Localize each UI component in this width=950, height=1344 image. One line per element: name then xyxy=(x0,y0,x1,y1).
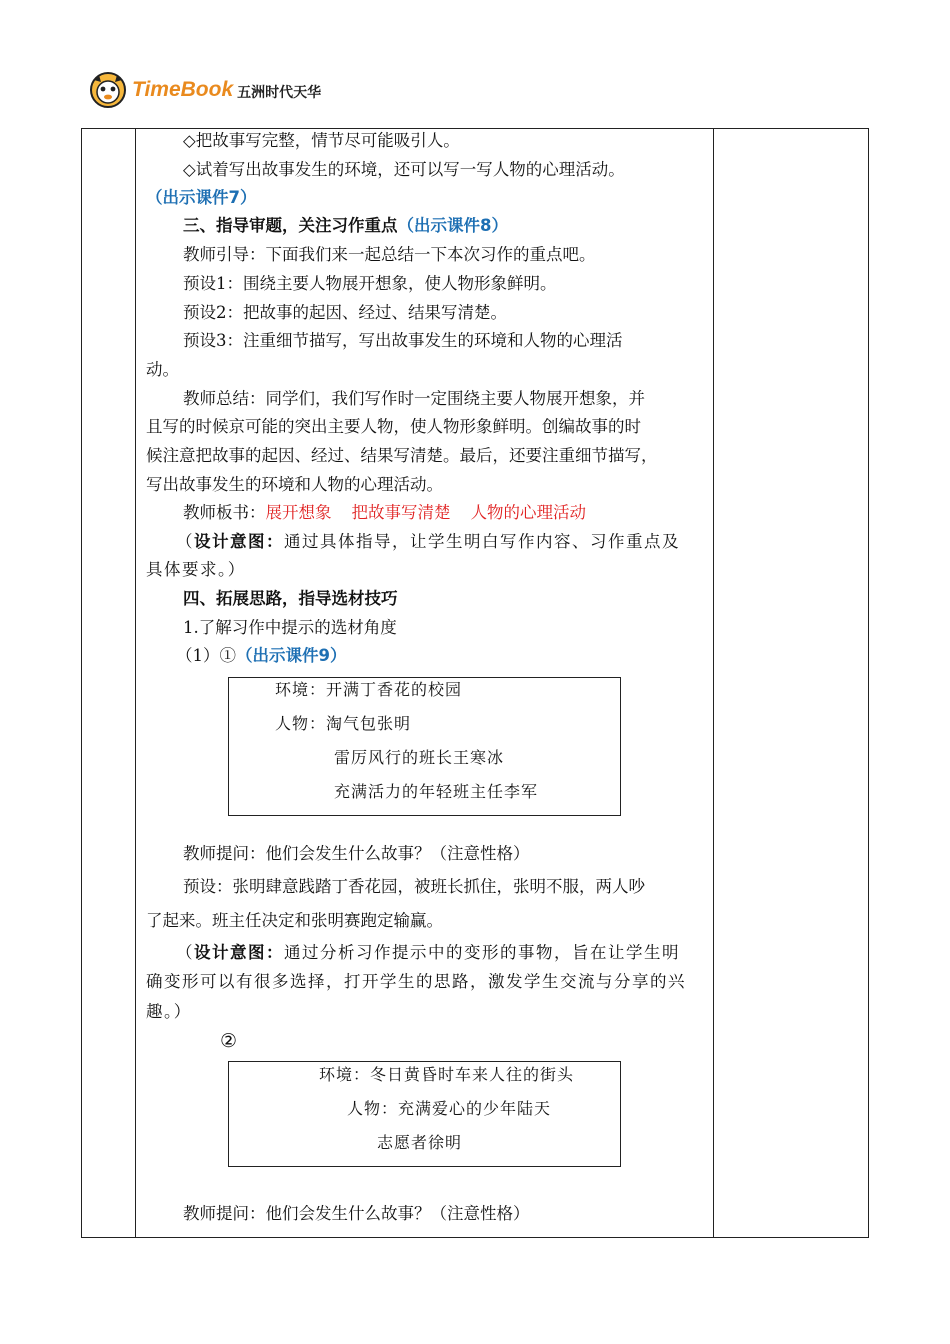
heading-text: 三、指导审题，关注习作重点 xyxy=(183,216,398,235)
blackboard-item: 展开想象 xyxy=(265,503,332,522)
paren: （ xyxy=(176,532,194,551)
box-person: 人物：淘气包张明 xyxy=(275,714,412,733)
paren: （ xyxy=(176,943,194,962)
courseware-tag: （出示课件9） xyxy=(236,646,347,665)
box-person-extra: 志愿者徐明 xyxy=(377,1133,463,1152)
courseware-tag: （出示课件8） xyxy=(397,216,508,235)
section-heading-4: 四、拓展思路，指导选材技巧 xyxy=(183,589,398,608)
design-intent-label: 设计意图： xyxy=(194,943,284,962)
text-line: 写出故事发生的环境和人物的心理活动。 xyxy=(146,475,443,494)
text-line: 且写的时候京可能的突出主要人物，使人物形象鲜明。创编故事的时 xyxy=(146,417,641,436)
box-env: 环境：开满丁香花的校园 xyxy=(275,680,463,699)
text-line: 预设：张明肆意践踏丁香花园，被班长抓住，张明不服，两人吵 xyxy=(183,877,645,896)
blackboard-line xyxy=(146,502,586,524)
text-line: 预设2：把故事的起因、经过、结果写清楚。 xyxy=(183,303,507,322)
text-line: 确变形可以有很多选择，打开学生的思路，激发学生交流与分享的兴 xyxy=(146,972,686,991)
text-line: 教师提问：他们会发生什么故事？（注意性格） xyxy=(183,1204,530,1223)
blackboard-label: 教师板书： xyxy=(183,503,266,522)
box-person-extra: 雷厉风行的班长王寒冰 xyxy=(334,748,505,767)
text-line: 1.了解习作中提示的选材角度 xyxy=(183,618,397,637)
logo-cow-icon xyxy=(88,70,128,110)
text-line: 动。 xyxy=(146,360,179,379)
text-line: 教师提问：他们会发生什么故事？（注意性格） xyxy=(183,844,530,863)
text-line: 教师引导：下面我们来一起总结一下本次习作的重点吧。 xyxy=(183,245,596,264)
text-line: 候注意把故事的起因、经过、结果写清楚。最后，还要注重细节描写， xyxy=(146,446,658,465)
text-line: 预设1：围绕主要人物展开想象，使人物形象鲜明。 xyxy=(183,274,557,293)
section-heading-3 xyxy=(146,215,508,237)
design-intent-2 xyxy=(146,942,680,964)
text-line: ◇把故事写完整，情节尽可能吸引人。 xyxy=(183,131,460,150)
text-line: 具体要求。） xyxy=(146,560,246,579)
text-line: 教师总结：同学们，我们写作时一定围绕主要人物展开想象，并 xyxy=(183,389,645,408)
design-intent-text: 通过分析习作提示中的变形的事物，旨在让学生明 xyxy=(284,943,680,962)
design-intent-1 xyxy=(146,531,680,553)
item-2-marker: ② xyxy=(220,1030,238,1052)
text-line: 趣。） xyxy=(146,1002,192,1021)
blackboard-item: 把故事写清楚 xyxy=(351,503,451,522)
item-1-heading xyxy=(146,645,346,667)
courseware-tag: （出示课件7） xyxy=(146,188,257,207)
brand-name-cn: 五洲时代天华 xyxy=(237,85,322,101)
design-intent-text: 通过具体指导，让学生明白写作内容、习作重点及 xyxy=(284,532,680,551)
box-person-extra: 充满活力的年轻班主任李军 xyxy=(334,782,539,801)
box-person: 人物：充满爱心的少年陆天 xyxy=(347,1099,552,1118)
scenario-box-1 xyxy=(228,677,621,816)
text-line: 了起来。班主任决定和张明赛跑定输赢。 xyxy=(146,911,443,930)
column-divider-right xyxy=(713,128,714,1238)
box-env: 环境：冬日黄昏时车来人往的街头 xyxy=(319,1065,575,1084)
header-logo xyxy=(88,68,321,112)
design-intent-label: 设计意图： xyxy=(194,532,284,551)
scenario-box-2 xyxy=(228,1061,621,1167)
text-line: ◇试着写出故事发生的环境，还可以写一写人物的心理活动。 xyxy=(183,160,625,179)
brand-name: TimeBook xyxy=(132,78,234,101)
column-divider-left xyxy=(135,128,136,1238)
item-number: （1）① xyxy=(176,646,236,665)
blackboard-item: 人物的心理活动 xyxy=(470,503,586,522)
text-line: 预设3：注重细节描写，写出故事发生的环境和人物的心理活 xyxy=(183,331,623,350)
